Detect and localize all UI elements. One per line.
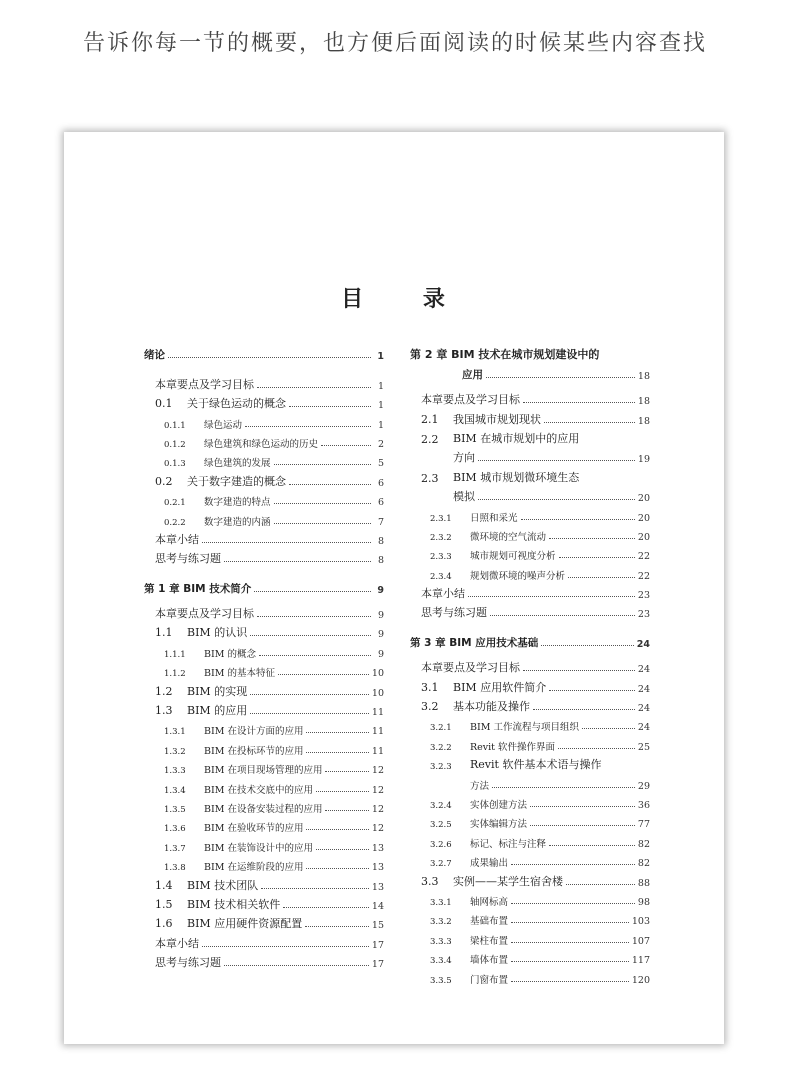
toc-entry-page: 25 [637,741,650,753]
toc-chapter-1-list [144,602,384,970]
toc-entry [144,528,384,547]
toc-entry-page: 18 [637,415,650,427]
toc-entry [144,547,384,566]
toc-entry [410,947,650,966]
toc-entry [410,601,650,620]
toc-entry-page: 17 [371,959,384,971]
toc-entry [144,640,384,659]
toc-entry-page: 120 [631,974,650,986]
toc-entry-label: 本章小结 [155,936,199,950]
toc-entry-label: 门窗布置 [470,974,509,986]
toc-entry-number: 3.2.7 [430,859,452,870]
toc-entry-number: 0.1.3 [164,459,186,470]
toc-entry-page: 8 [377,555,384,567]
toc-entry-label: 我国城市规划现状 [453,412,541,426]
toc-entry [144,834,384,853]
toc-entry-page: 12 [371,784,384,796]
toc-entry-page: 11 [371,707,384,719]
toc-entry-number: 1.1 [155,626,173,640]
toc-entry-page: 20 [637,531,650,543]
toc-entry [410,504,650,523]
toc-entry-label: 墙体布置 [470,955,509,967]
toc-entry [144,931,384,950]
toc-entry-page: 22 [637,570,650,582]
toc-entry-number: 2.3.2 [430,532,452,543]
toc-entry [144,660,384,679]
toc-chapter-3-list [410,656,650,753]
toc-chapter-2-line2: 应用 18 [462,368,650,382]
toc-entry-number: 3.2.4 [430,800,452,811]
toc-entry-number: 0.1.2 [164,439,186,450]
toc-entry-number: 2.3.4 [430,571,452,582]
toc-entry [144,776,384,795]
toc-entry [410,908,650,927]
toc-entry-label: 本章要点及学习目标 [155,607,254,621]
toc-entry-label: 基础布置 [470,916,509,928]
toc-chapter-2-list-b [410,504,650,620]
toc-entry-page: 23 [637,590,650,602]
toc-entry-label: 思考与练习题 [155,552,221,566]
toc-entry [144,431,384,450]
toc-entry-page: 5 [377,458,384,470]
toc-entry [410,889,650,908]
toc-entry-number: 1.3.1 [164,727,186,738]
toc-entry [144,508,384,527]
toc-column-right [410,343,650,986]
toc-entry-number: 1.5 [155,897,173,911]
toc-entry-label: 本章要点及学习目标 [421,393,520,407]
toc-entry-page: 24 [637,683,650,695]
toc-entry-label: BIM 的概念 [204,648,256,660]
toc-entry-page: 1 [377,419,384,431]
toc-entry [410,407,650,426]
toc-entry-number: 3.3.5 [430,975,452,986]
toc-entry-page: 14 [371,900,384,912]
toc-entry-number: 1.3.2 [164,746,186,757]
toc-entry [410,656,650,675]
toc-entry-page: 13 [371,842,384,854]
toc-entry-label: 思考与练习题 [421,606,487,620]
toc-entry-number: 3.2 [421,700,439,714]
toc-entry-number: 3.3.2 [430,917,452,928]
toc-entry-page: 82 [637,858,650,870]
toc-entry-label: 绿色运动 [204,419,243,431]
toc-chapter-2-line1: 第 2 章 BIM 技术在城市规划建设中的 [410,348,600,362]
toc-entry-page: 2 [377,438,384,450]
toc-entry-number: 1.3.7 [164,843,186,854]
toc-entry-page: 36 [637,799,650,811]
toc-entry-label: BIM 的基本特征 [204,668,275,680]
toc-entry [144,679,384,698]
toc-entry-page: 24 [637,664,650,676]
banner-caption: 告诉你每一节的概要，也方便后面阅读的时候某些内容查找 [82,31,707,56]
toc-entry-label: 实体编辑方法 [470,819,528,831]
toc-entry-page: 22 [637,551,650,563]
toc-entry-page: 9 [377,629,384,641]
toc-entry-page: 6 [377,477,384,489]
toc-entry-page: 10 [371,687,384,699]
toc-entry [144,450,384,469]
toc-entry-page: 1 [377,400,384,412]
toc-entry-page: 117 [631,955,650,967]
toc-entry-number: 0.1 [155,397,173,411]
toc-entry-page: 82 [637,838,650,850]
toc-entry-page: 17 [371,939,384,951]
toc-entry [410,966,650,985]
toc-entry-page: 6 [377,497,384,509]
toc-entry-page: 11 [371,745,384,757]
toc-entry-page: 103 [631,916,650,928]
toc-entry [410,830,650,849]
toc-entry-page: 7 [377,516,384,528]
toc-entry-label: 关于数字建造的概念 [187,474,286,488]
toc-section-2-3-line2: 模拟 20 [453,490,650,505]
toc-entry-page: 8 [377,535,384,547]
toc-entry-page: 88 [637,877,650,889]
toc-entry-label: 数字建造的内涵 [204,516,271,528]
toc-entry-label: 本章小结 [155,532,199,546]
toc-entry-label: 本章要点及学习目标 [421,661,520,675]
toc-entry-label: BIM 在设备安装过程的应用 [204,803,323,815]
toc-entry-label: BIM 技术团队 [187,878,259,892]
toc-entry [144,621,384,640]
toc-entry [144,873,384,892]
toc-entry-label: BIM 在设计方面的应用 [204,726,304,738]
toc-intro-list [144,372,384,566]
toc-entry [144,372,384,391]
toc-entry-label: BIM 应用软件简介 [453,680,547,694]
toc-entry [410,695,650,714]
toc-entry-number: 1.3.6 [164,824,186,835]
toc-entry [144,602,384,621]
toc-entry [144,411,384,430]
toc-entry-page: 1 [377,380,384,392]
toc-entry [144,854,384,873]
toc-entry-number: 3.3 [421,874,439,888]
toc-entry [144,912,384,931]
toc-section-2-2-line2: 方向 19 [453,451,650,466]
toc-entry-label: 数字建造的特点 [204,497,271,509]
toc-entry [144,951,384,970]
toc-entry-label: 关于绿色运动的概念 [187,397,286,411]
toc-section-3-2-3-line2: 方法 29 [470,780,650,792]
toc-entry-page: 77 [637,819,650,831]
toc-entry-label: BIM 在运维阶段的应用 [204,862,304,874]
toc-entry [410,811,650,830]
toc-entry-label: BIM 在装饰设计中的应用 [204,842,313,854]
toc-entry-label: 实体创建方法 [470,799,528,811]
toc-entry-page: 9 [377,648,384,660]
toc-entry [144,718,384,737]
toc-chapter-3-list-b [410,792,650,986]
toc-entry-page: 24 [637,703,650,715]
toc-entry [410,388,650,407]
toc-entry-number: 3.2.1 [430,723,452,734]
toc-entry [410,524,650,543]
toc-entry [144,893,384,912]
toc-entry-number: 0.1.1 [164,420,186,431]
toc-entry-page: 20 [637,512,650,524]
toc-entry-label: BIM 在验收环节的应用 [204,823,304,835]
toc-entry-number: 3.3.1 [430,897,452,908]
toc-entry-number: 3.2.6 [430,839,452,850]
toc-entry-label: 基本功能及操作 [453,700,530,714]
toc-entry [410,582,650,601]
toc-entry [410,733,650,752]
toc-entry-number: 1.1.2 [164,669,186,680]
toc-entry [410,543,650,562]
toc-entry-label: 绿色建筑的发展 [204,458,271,470]
toc-entry-label: BIM 工作流程与项目组织 [470,722,579,734]
toc-entry-page: 23 [637,609,650,621]
toc-entry-page: 12 [371,765,384,777]
toc-entry-page: 18 [637,396,650,408]
toc-entry-number: 3.2.5 [430,820,452,831]
toc-entry-label: BIM 在技术交底中的应用 [204,784,313,796]
toc-entry-number: 3.2.2 [430,742,452,753]
toc-entry-number: 0.2.1 [164,498,186,509]
toc-entry-number: 1.3.5 [164,804,186,815]
toc-entry-label: 微环境的空气流动 [470,531,547,543]
toc-entry [410,927,650,946]
toc-entry-page: 24 [637,722,650,734]
toc-title: 目 录 [341,287,447,312]
toc-entry [144,737,384,756]
toc-entry-number: 3.3.3 [430,936,452,947]
toc-entry-label: 梁柱布置 [470,935,509,947]
toc-entry [144,489,384,508]
toc-page [64,132,724,1044]
toc-entry-label: 本章要点及学习目标 [155,377,254,391]
toc-column-left [144,343,384,970]
toc-entry-label: 城市规划可视度分析 [470,551,556,563]
toc-section-2-2-line1: 2.2 BIM 在城市规划中的应用 [421,431,580,446]
toc-entry-page: 12 [371,823,384,835]
toc-entry-number: 2.1 [421,412,439,426]
toc-entry-page: 13 [371,862,384,874]
toc-entry-label: 日照和采光 [470,512,518,524]
toc-entry-label: 思考与练习题 [155,956,221,970]
toc-chapter-1: 第 1 章 BIM 技术简介 9 [144,582,384,596]
toc-entry-label: BIM 技术相关软件 [187,897,281,911]
toc-entry [410,714,650,733]
toc-entry-page: 11 [371,726,384,738]
toc-chapter-2-list [410,388,650,427]
toc-entry-number: 2.3.3 [430,552,452,563]
toc-section-3-2-3-line1: 3.2.3 Revit 软件基本术语与操作 [430,758,602,773]
toc-entry [144,757,384,776]
toc-entry-label: 实例——某学生宿舍楼 [453,874,563,888]
toc-entry-label: 绿色建筑和绿色运动的历史 [204,438,319,450]
toc-entry [410,675,650,694]
toc-entry [144,469,384,488]
toc-entry-number: 1.3.3 [164,766,186,777]
toc-entry-label: Revit 软件操作界面 [470,741,556,753]
toc-chapter-intro: 绪论 1 [144,349,384,363]
toc-entry [410,792,650,811]
toc-chapter-3: 第 3 章 BIM 应用技术基础 24 [410,636,650,650]
toc-entry-number: 3.1 [421,680,439,694]
toc-entry [144,815,384,834]
toc-section-2-3-line1: 2.3 BIM 城市规划微环境生态 [421,470,580,485]
toc-entry-page: 10 [371,668,384,680]
toc-entry-page: 107 [631,935,650,947]
toc-entry-label: 成果输出 [470,858,509,870]
toc-entry-label: BIM 的实现 [187,684,248,698]
toc-entry-number: 1.4 [155,878,173,892]
toc-entry-page: 13 [371,881,384,893]
toc-entry-number: 1.2 [155,684,173,698]
toc-entry-label: BIM 在投标环节的应用 [204,745,304,757]
toc-entry-number: 1.3.4 [164,785,186,796]
toc-entry-number: 1.1.1 [164,649,186,660]
toc-entry-number: 0.2.2 [164,517,186,528]
toc-entry-label: 规划微环境的噪声分析 [470,570,566,582]
toc-entry [410,562,650,581]
toc-entry [144,392,384,411]
toc-entry-label: BIM 的应用 [187,704,248,718]
toc-entry-page: 12 [371,803,384,815]
toc-entry-label: 轴网标高 [470,896,509,908]
toc-entry-number: 1.3 [155,704,173,718]
toc-entry [410,869,650,888]
toc-entry-page: 98 [637,896,650,908]
toc-entry [410,850,650,869]
toc-entry-label: BIM 在项目现场管理的应用 [204,765,323,777]
toc-entry-number: 1.3.8 [164,863,186,874]
toc-entry [144,699,384,718]
toc-entry-number: 2.3.1 [430,513,452,524]
toc-entry-page: 15 [371,920,384,932]
toc-entry-page: 9 [377,610,384,622]
toc-entry-number: 3.3.4 [430,956,452,967]
toc-entry-label: 标记、标注与注释 [470,838,547,850]
toc-entry-label: 本章小结 [421,587,465,601]
toc-entry-label: BIM 的认识 [187,626,248,640]
toc-entry-number: 1.6 [155,917,173,931]
toc-entry-number: 0.2 [155,474,173,488]
toc-entry-label: BIM 应用硬件资源配置 [187,917,303,931]
toc-entry [144,796,384,815]
